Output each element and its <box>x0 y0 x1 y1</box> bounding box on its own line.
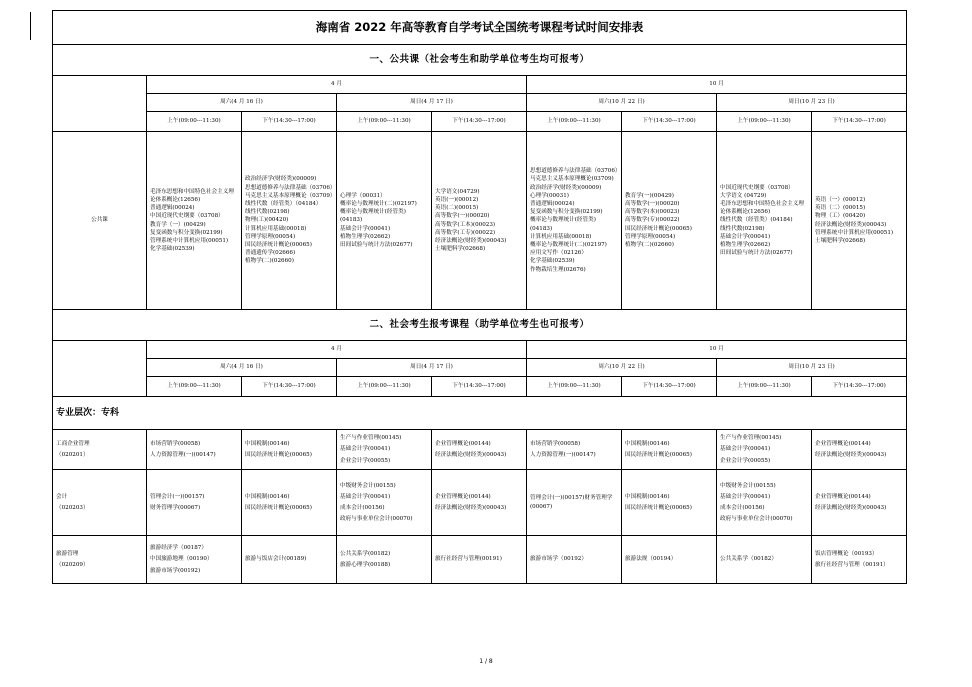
section1-title: 一、公共课（社会考生和助学单位考生均可报考） <box>53 45 907 76</box>
month-october: 10 月 <box>527 341 907 359</box>
course-entry: 大学语文(04729) <box>435 188 480 195</box>
month-april: 4 月 <box>147 341 527 359</box>
level-label: 专业层次：专科 <box>53 397 907 430</box>
course-entry: 马克思主义基本原理概论(03709) <box>530 176 614 183</box>
course-entry: 思想道德修养与法律基础（03706） <box>245 184 336 191</box>
course-entry: 旅游经济学（00187） <box>150 545 207 552</box>
major-course-cell <box>527 430 622 470</box>
major-row <box>53 430 907 470</box>
public-cell <box>242 132 337 310</box>
course-entry: 中国税制(00146) <box>245 493 290 500</box>
public-courses-row <box>53 132 907 310</box>
course-entry: 中国税制(00146) <box>625 493 670 500</box>
course-entry: 管理学原理(00054) <box>625 233 676 240</box>
course-entry: 土壤肥料学(02668) <box>435 246 486 253</box>
course-entry: 高等数学(一)(00020) <box>625 200 680 207</box>
day-header: 周六(10 月 22 日) <box>527 94 717 112</box>
course-entry: 高等数学(一)(00020) <box>435 213 490 220</box>
major-name-cell <box>53 470 147 536</box>
course-entry: 高等数学(专)(00022) <box>625 217 680 224</box>
major-name: 旅游管理 <box>56 550 79 557</box>
course-entry: 国民经济统计概论(00065) <box>245 505 312 511</box>
session-header: 下午(14:30---17:00) <box>622 112 717 132</box>
session-header-row <box>53 112 907 132</box>
course-entry: 企业管理概论(00144) <box>435 493 491 500</box>
course-entry: 饭店管理概论（00193） <box>815 550 878 557</box>
public-label: 公共课 <box>53 132 147 310</box>
course-entry: 教育学(一)(00429) <box>625 192 674 199</box>
course-entry: 应用文写作（02126） <box>530 250 587 257</box>
course-entry: 思想道德修养与法律基础（03706） <box>530 168 621 175</box>
title-row <box>53 11 907 45</box>
course-entry: 教育学（一）(00429) <box>150 221 206 228</box>
course-entry: 复变函数与积分变换(02199) <box>530 209 603 216</box>
day-header: 周六(4 月 16 日) <box>147 359 337 377</box>
public-cell <box>812 132 907 310</box>
course-entry: 基础会计学(00041) <box>720 446 771 453</box>
course-entry: 管理系统中计算机应用(00051) <box>815 229 894 236</box>
course-entry: 植物生理学(02662) <box>720 242 771 248</box>
major-course-cell <box>717 470 812 536</box>
course-entry: 旅游市场学（00192） <box>530 556 587 563</box>
course-entry: 公共关系学（00182） <box>720 556 777 563</box>
course-entry: 基础会计学(00041) <box>720 233 771 240</box>
course-entry: 经济法概论(财经类)(00043) <box>815 452 887 458</box>
course-entry: 中国税制(00146) <box>245 440 290 447</box>
major-course-cell <box>337 470 432 536</box>
course-entry: 计算机应用基础(00018) <box>245 225 307 232</box>
major-name-cell <box>53 536 147 584</box>
month-october: 10 月 <box>527 76 907 94</box>
course-entry: 政府与事业单位会计(00070) <box>720 516 793 523</box>
major-course-cell <box>242 430 337 470</box>
session-header: 上午(09:00---11:30) <box>527 377 622 397</box>
course-entry: 毛泽东思想和中国特色社会主义理论体系概论(12656) <box>720 200 804 216</box>
major-course-cell <box>337 536 432 584</box>
section1-row <box>53 45 907 76</box>
day-header: 周日(4 月 17 日) <box>337 359 527 377</box>
major-code: （020203） <box>56 505 89 511</box>
course-entry: 国民经济统计概论(00065) <box>245 242 312 248</box>
course-entry: 英语(二)(00015) <box>435 205 479 212</box>
course-entry: 高等数学(工专)(00022) <box>435 229 496 236</box>
section2-title: 二、社会考生报考课程（助学单位考生也可报考） <box>53 310 907 341</box>
section2-row <box>53 310 907 341</box>
course-entry: 线性代数(02198) <box>720 225 765 232</box>
course-entry: 中级财务会计(00155) <box>340 482 396 489</box>
course-entry: 企业管理概论(00144) <box>815 493 871 500</box>
major-course-cell <box>622 430 717 470</box>
course-entry: 植物生理学(02662) <box>340 233 391 240</box>
course-entry: 植物学(二)(02660) <box>245 258 294 265</box>
public-cell <box>622 132 717 310</box>
course-entry: 经济法概论(财经类)(00043) <box>435 452 507 458</box>
course-entry: 企业管理概论(00144) <box>815 440 871 447</box>
course-entry: 土壤肥料学(02668) <box>815 237 866 244</box>
public-cell <box>527 132 622 310</box>
corner-cell <box>53 341 147 397</box>
course-entry: 高等数学(工本)(00023) <box>435 221 496 228</box>
course-entry: 化学基础(02539) <box>530 258 575 265</box>
major-course-cell <box>812 430 907 470</box>
course-entry: 旅行社经营与管理（00191） <box>815 562 889 568</box>
course-entry: 旅游市场学(00192) <box>150 567 201 574</box>
course-entry: 市场营销学(00058) <box>150 440 201 447</box>
day-header: 周六(10 月 22 日) <box>527 359 717 377</box>
major-name: 工商企业管理 <box>56 440 90 447</box>
page-number: 1 / 8 <box>479 658 493 665</box>
major-course-cell <box>432 470 527 536</box>
course-entry: 英语（一）(00012) <box>815 196 866 203</box>
course-entry: 线性代数（经管类）(04184) <box>720 217 793 224</box>
major-course-cell <box>527 470 622 536</box>
day-header: 周六(4 月 16 日) <box>147 94 337 112</box>
course-entry: 管理会计(一)(00157)财务管理学(00067) <box>530 495 613 510</box>
day-header: 周日(10 月 23 日) <box>717 359 907 377</box>
course-entry: 中国近现代史纲要（03708） <box>720 184 794 191</box>
month-april: 4 月 <box>147 76 527 94</box>
major-course-cell <box>527 536 622 584</box>
course-entry: 经济法概论(财经类)(00043) <box>435 505 507 511</box>
course-entry: 田间试验与统计方法(02677) <box>340 242 413 248</box>
month-header-row <box>53 341 907 359</box>
day-header: 周日(10 月 23 日) <box>717 94 907 112</box>
course-entry: 人力资源管理(一)(00147) <box>150 452 216 458</box>
course-entry: 企业会计学(00055) <box>340 457 391 464</box>
course-entry: 生产与作业管理(00145) <box>720 435 782 442</box>
course-entry: 国民经济统计概论(00065) <box>245 452 312 458</box>
course-entry: 基础会计学(00041) <box>340 446 391 453</box>
major-row <box>53 470 907 536</box>
course-entry: 作物栽培生理(02676) <box>530 266 586 273</box>
course-entry: 概率论与数理统计(经管类)(04183) <box>530 217 596 232</box>
day-header: 周日(4 月 17 日) <box>337 94 527 112</box>
session-header-row <box>53 377 907 397</box>
course-entry: 物理(工)(00420) <box>245 217 289 224</box>
course-entry: 经济法概论(财经类)(00043) <box>435 237 507 244</box>
major-course-cell <box>812 470 907 536</box>
month-header-row <box>53 76 907 94</box>
course-entry: 经济法概论(财经类)(00043) <box>815 221 887 228</box>
public-cell <box>337 132 432 310</box>
course-entry: 植物学(二)(02660) <box>625 242 674 248</box>
session-header: 下午(14:30---17:00) <box>242 112 337 132</box>
course-entry: 公共关系学(00182) <box>340 550 391 557</box>
major-name: 会计 <box>56 493 68 500</box>
session-header: 下午(14:30---17:00) <box>812 377 907 397</box>
course-entry: 概率论与数理统计(经管类)(04183) <box>340 209 406 224</box>
public-cell <box>147 132 242 310</box>
course-entry: 政治经济学(财经类)(00009) <box>245 176 317 183</box>
course-entry: 旅游心理学(00188) <box>340 562 391 568</box>
course-entry: 普通遗传学(02666) <box>245 250 296 257</box>
course-entry: 国民经济统计概论(00065) <box>625 452 692 458</box>
major-course-cell <box>717 430 812 470</box>
major-course-cell <box>147 430 242 470</box>
major-code: （020201） <box>56 452 89 458</box>
major-course-cell <box>242 536 337 584</box>
course-entry: 高等数学(本)(00023) <box>625 209 680 216</box>
course-entry: 旅游法规（00194） <box>625 556 677 563</box>
public-cell <box>717 132 812 310</box>
course-entry: 基础会计学(00041) <box>340 493 391 500</box>
major-course-cell <box>622 470 717 536</box>
course-entry: 计算机应用基础(00018) <box>530 233 592 240</box>
course-entry: 国民经济统计概论(00065) <box>625 225 692 232</box>
session-header: 下午(14:30---17:00) <box>432 112 527 132</box>
course-entry: 线性代数(02198) <box>245 209 290 216</box>
major-course-cell <box>242 470 337 536</box>
course-entry: 复变函数与积分变换(02199) <box>150 229 223 236</box>
major-code: （020209） <box>56 562 89 568</box>
day-header-row <box>53 359 907 377</box>
course-entry: 马克思主义基本原理概论（03709） <box>245 192 336 199</box>
major-course-cell <box>337 430 432 470</box>
major-course-cell <box>717 536 812 584</box>
course-entry: 国民经济统计概论(00065) <box>625 505 692 511</box>
course-entry: 心理学（00031） <box>340 192 386 199</box>
course-entry: 中国税制(00146) <box>625 440 670 447</box>
major-course-cell <box>622 536 717 584</box>
major-course-cell <box>147 470 242 536</box>
course-entry: 心理学(00031) <box>530 192 569 199</box>
session-header: 上午(09:00---11:30) <box>147 112 242 132</box>
major-course-cell <box>432 536 527 584</box>
course-entry: 财务管理学(00067) <box>150 505 201 511</box>
course-entry: 企业会计学(00055) <box>720 457 771 464</box>
session-header: 上午(09:00---11:30) <box>717 112 812 132</box>
course-entry: 中级财务会计(00155) <box>720 482 776 489</box>
course-entry: 中国旅游地理（00190） <box>150 556 213 563</box>
day-header-row <box>53 94 907 112</box>
course-entry: 人力资源管理(一)(00147) <box>530 452 596 458</box>
course-entry: 管理会计(一)(00157) <box>150 493 205 500</box>
text-cursor <box>30 12 31 40</box>
session-header: 上午(09:00---11:30) <box>717 377 812 397</box>
course-entry: 英语（二）(00015) <box>815 205 866 212</box>
major-course-cell <box>147 536 242 584</box>
session-header: 下午(14:30---17:00) <box>432 377 527 397</box>
session-header: 下午(14:30---17:00) <box>242 377 337 397</box>
session-header: 下午(14:30---17:00) <box>812 112 907 132</box>
course-entry: 英语(一)(00012) <box>435 196 479 203</box>
course-entry: 政府与事业单位会计(00070) <box>340 516 413 523</box>
course-entry: 普通逻辑(00024) <box>150 205 195 212</box>
course-entry: 成本会计(00156) <box>720 505 765 511</box>
session-header: 下午(14:30---17:00) <box>622 377 717 397</box>
level-row <box>53 397 907 430</box>
exam-schedule-table <box>52 10 907 584</box>
corner-cell <box>53 76 147 132</box>
public-cell <box>432 132 527 310</box>
session-header: 上午(09:00---11:30) <box>147 377 242 397</box>
course-entry: 政治经济学(财经类)(00009) <box>530 184 602 191</box>
course-entry: 物理（工）(00420) <box>815 213 866 220</box>
session-header: 上午(09:00---11:30) <box>337 112 432 132</box>
course-entry: 普通逻辑(00024) <box>530 200 575 207</box>
major-course-cell <box>812 536 907 584</box>
course-entry: 化学基础(02539) <box>150 246 195 253</box>
session-header: 上午(09:00---11:30) <box>337 377 432 397</box>
major-row <box>53 536 907 584</box>
course-entry: 市场营销学(00058) <box>530 440 581 447</box>
course-entry: 田间试验与统计方法(02677) <box>720 250 793 257</box>
course-entry: 毛泽东思想和中国特色社会主义理论体系概论(12656) <box>150 188 234 203</box>
course-entry: 旅游与饭店会计(00189) <box>245 556 307 563</box>
course-entry: 基础会计学(00041) <box>720 493 771 500</box>
course-entry: 中国近现代史纲要（03708） <box>150 213 224 220</box>
course-entry: 大学语文 (04729) <box>720 192 767 199</box>
course-entry: 线性代数（经管类）（04184） <box>245 200 322 207</box>
page-title: 海南省 2022 年高等教育自学考试全国统考课程考试时间安排表 <box>53 11 907 45</box>
course-entry: 概率论与数理统计(二)(02197) <box>530 242 607 248</box>
course-entry: 基础会计学(00041) <box>340 225 391 232</box>
course-entry: 企业管理概论(00144) <box>435 440 491 447</box>
course-entry: 旅行社经营与管理(00191) <box>435 556 502 563</box>
session-header: 上午(09:00---11:30) <box>527 112 622 132</box>
course-entry: 管理系统中计算机应用(00051) <box>150 237 229 244</box>
major-course-cell <box>432 430 527 470</box>
major-name-cell <box>53 430 147 470</box>
course-entry: 经济法概论(财经类)(00043) <box>815 505 887 511</box>
course-entry: 管理学原理(00054) <box>245 233 296 240</box>
course-entry: 生产与作业管理(00145) <box>340 435 402 442</box>
course-entry: 成本会计(00156) <box>340 505 385 511</box>
course-entry: 概率论与数理统计(二)(02197) <box>340 200 417 207</box>
